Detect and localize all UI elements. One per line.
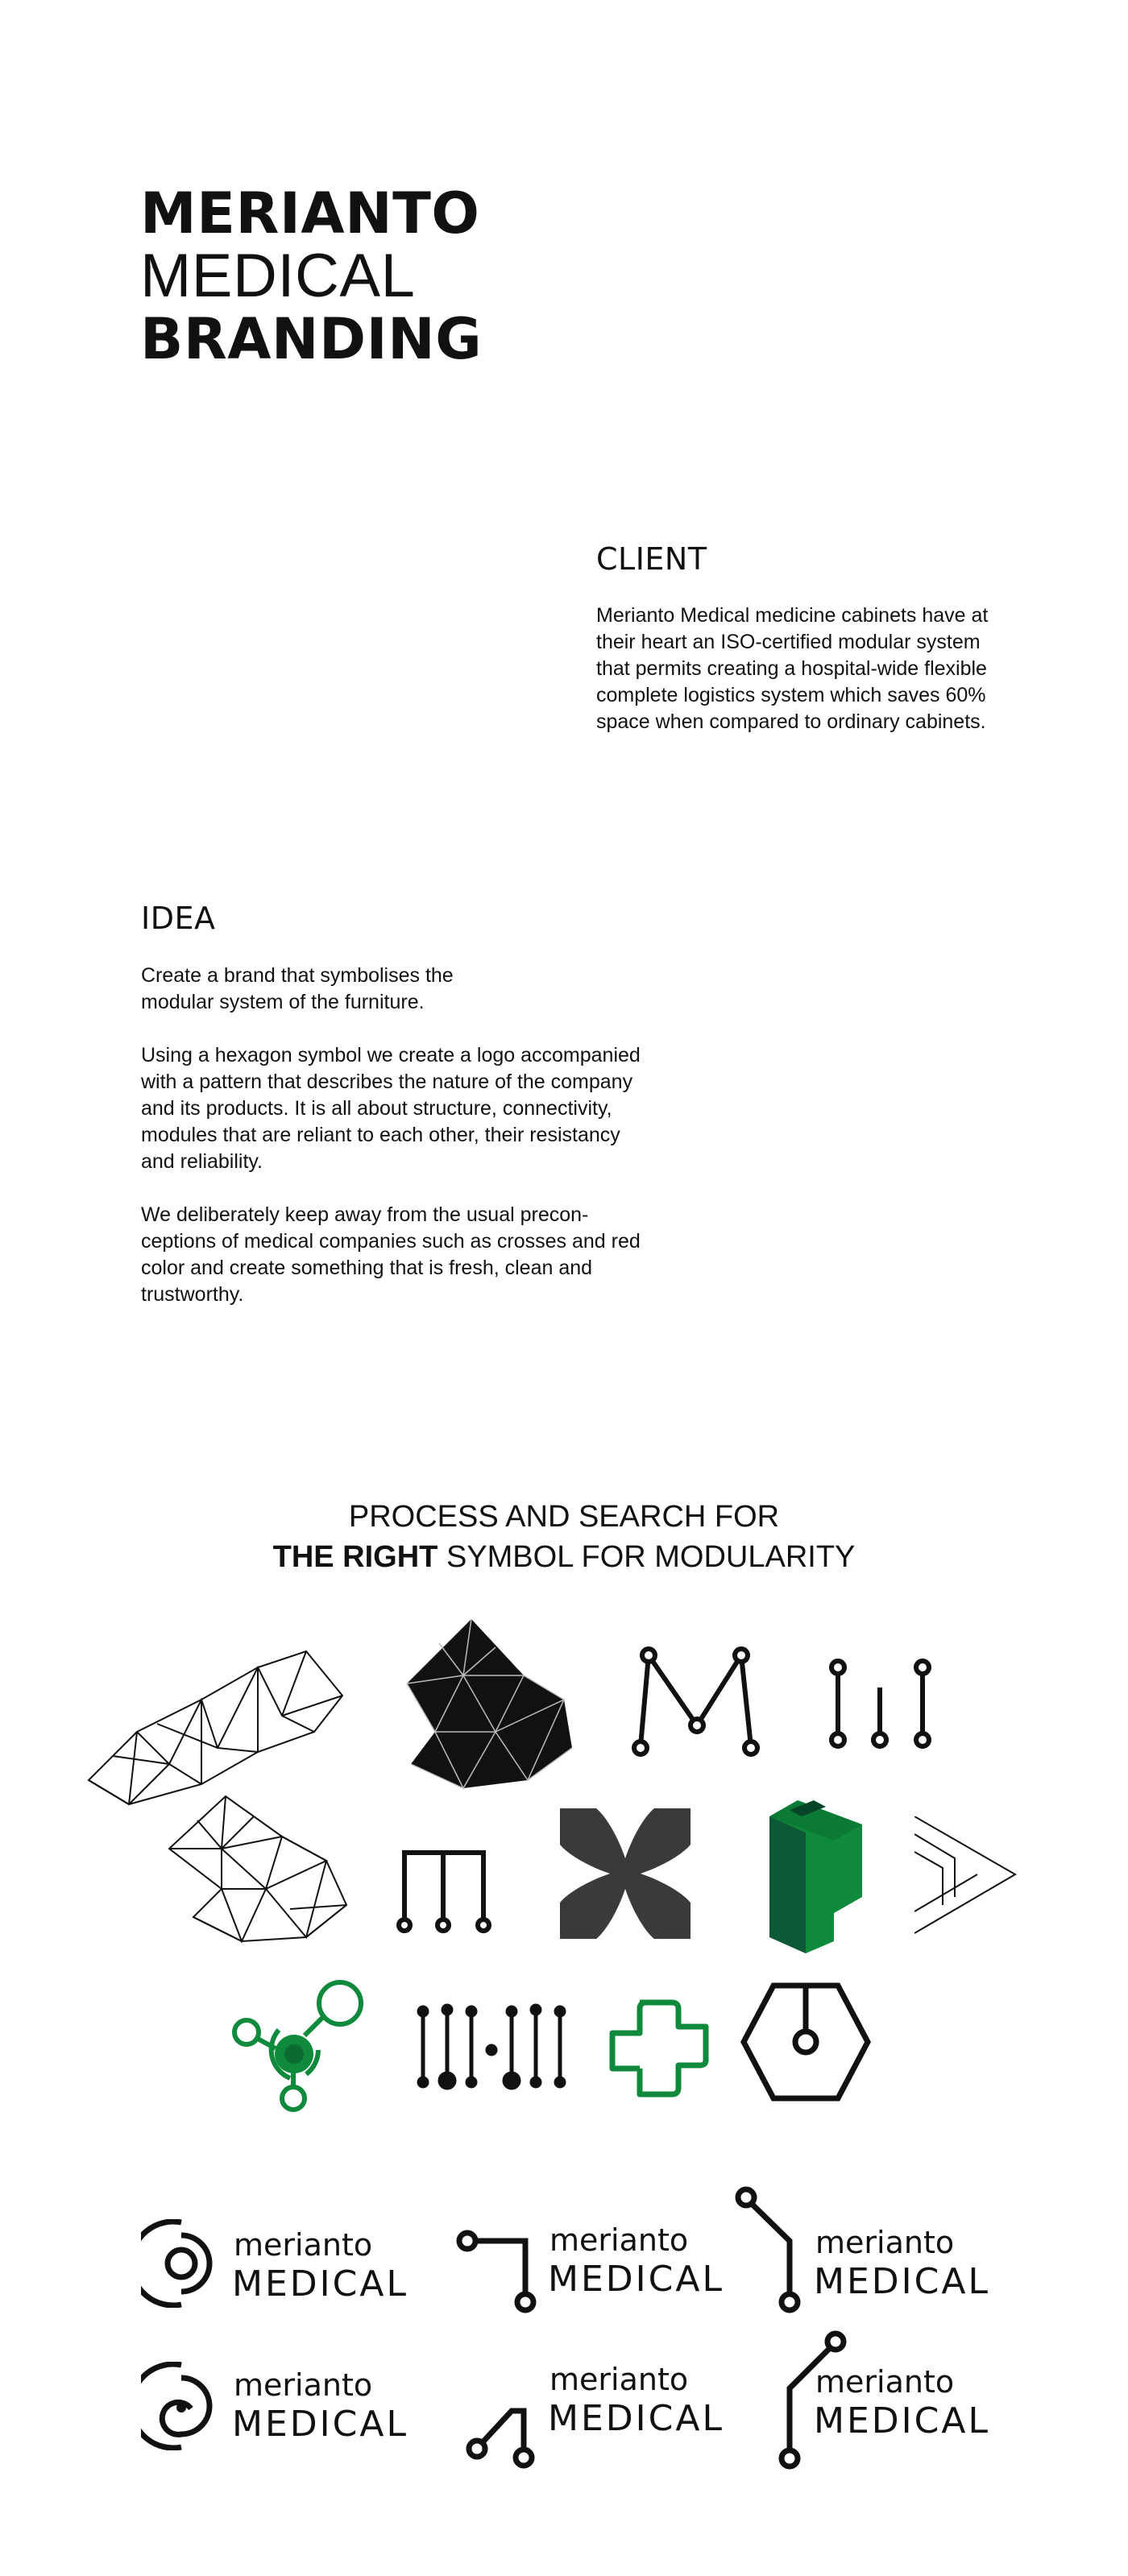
logo-circuit-tick-icon [463, 2356, 552, 2469]
green-molecule-icon [226, 1978, 371, 2114]
m-circuit-icon [628, 1643, 773, 1764]
logo-circuit-diagonal-icon [733, 2183, 814, 2320]
title-line-merianto: MERIANTO [140, 180, 480, 246]
idea-paragraph-1: Create a brand that symbolises the modular system of the furniture. [141, 964, 454, 1013]
dotted-lines-circuit-icon [411, 2002, 572, 2094]
logo-2-sub: MEDICAL [548, 2259, 724, 2297]
dark-square-petal-icon [560, 1808, 690, 1939]
black-mesh-shape-icon [391, 1611, 576, 1796]
logo-circuit-l-icon [455, 2211, 544, 2316]
logo-6-sub: MEDICAL [814, 2400, 990, 2439]
hexagon-symbol-icon [737, 1982, 874, 2102]
idea-paragraph-2: Using a hexagon symbol we create a logo accompanied with a pattern that describes the nature of the company and its products. It is all about structure, connectivity, modules that are reliant to each other, their resistancy and reliability. [141, 1044, 641, 1173]
title-line-medical: MEDICAL [140, 242, 416, 310]
logo-3-wordmark [814, 2227, 999, 2300]
process-strong: THE RIGHT [272, 1540, 438, 1574]
process-heading [0, 1497, 1128, 1577]
idea-paragraph-3: We deliberately keep away from the usual precon-ceptions of medical companies such as crosses and red color and create something that is fresh, clean and trustworthy. [141, 1203, 641, 1306]
page-title [140, 182, 482, 371]
logo-6-word: merianto [815, 2367, 955, 2400]
logo-4-word: merianto [234, 2370, 373, 2403]
logo-6-wordmark [814, 2367, 999, 2439]
title-line-branding: BRANDING [140, 306, 483, 372]
green-block-icon [765, 1800, 870, 1953]
logo-concentric-icon [141, 2219, 218, 2308]
logo-1-wordmark [232, 2230, 442, 2302]
logo-5-word: merianto [549, 2364, 689, 2397]
logo-1-word: merianto [234, 2230, 373, 2263]
logo-1-sub: MEDICAL [232, 2263, 408, 2302]
idea-heading: IDEA [141, 901, 216, 936]
process-line-1: PROCESS AND SEARCH FOR [348, 1500, 780, 1534]
three-lines-circuit-icon [826, 1651, 947, 1756]
client-text-block [596, 603, 1007, 762]
client-text: Merianto Medical medicine cabinets have at their heart an ISO-certified modular system that permits creating a hospital-wide flexible complete logistics system which saves 60% space when compared to ordinary cabinets. [596, 604, 989, 733]
logo-5-wordmark [548, 2364, 733, 2437]
logo-2-wordmark [548, 2225, 733, 2297]
logo-spiral-icon [141, 2362, 218, 2450]
client-heading: CLIENT [596, 541, 707, 577]
logo-5-sub: MEDICAL [548, 2398, 724, 2437]
idea-text-block [141, 963, 645, 1335]
process-rest: SYMBOL FOR MODULARITY [438, 1540, 856, 1574]
green-cross-icon [606, 1996, 712, 2101]
logo-4-sub: MEDICAL [232, 2404, 408, 2442]
arrow-lines-icon [914, 1816, 1023, 1937]
logo-3-sub: MEDICAL [814, 2261, 990, 2300]
logo-4-wordmark [232, 2370, 442, 2442]
triangle-mesh-outline-icon [161, 1788, 355, 1949]
small-m-circuit-icon [395, 1841, 500, 1937]
process-line-2 [0, 1537, 1128, 1577]
logo-2-word: merianto [549, 2225, 689, 2258]
logo-3-word: merianto [815, 2227, 955, 2260]
